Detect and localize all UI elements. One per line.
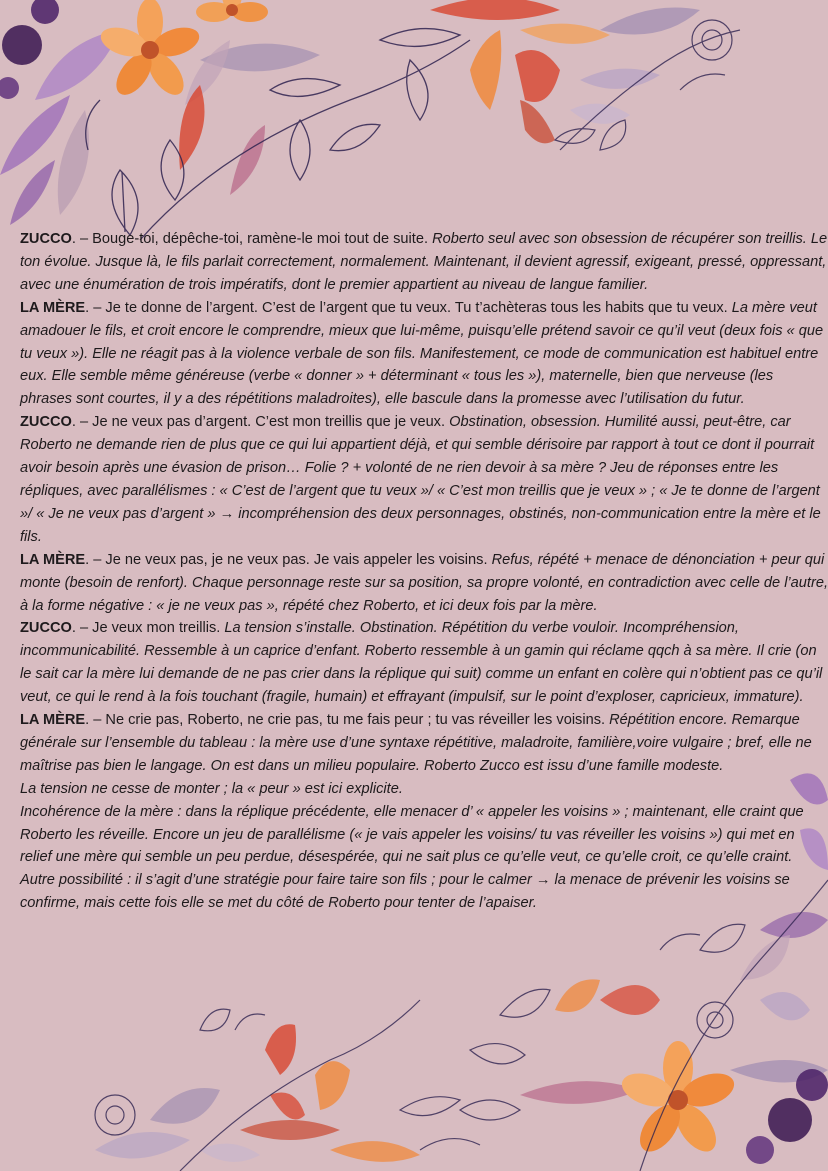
leaf-icon [515, 50, 560, 102]
berry-icon [31, 0, 59, 24]
analysis-comment: Roberto seul avec son obsession de récupérer son treillis. Le ton évolue. Jusque là, le fils parlait correctement, normalement. Maintenant, il devient agressif, exigeant, pressé, oppressant, avec une énumération de trois impératifs, dont le premier appartient au niveau de langue familier. [20, 231, 828, 293]
paragraph [20, 411, 828, 548]
leaf-icon [265, 1024, 296, 1075]
leaf-icon [240, 1120, 340, 1140]
leaf-icon [185, 40, 230, 105]
leaf-icon [600, 985, 660, 1015]
paragraph [20, 228, 828, 297]
leaf-icon [330, 1141, 420, 1162]
speaker-name: ZUCCO [20, 414, 72, 431]
berry-icon [796, 1069, 828, 1101]
paragraph [20, 801, 828, 916]
leaf-icon [179, 85, 204, 170]
leaf-icon [740, 935, 790, 980]
analysis-comment: Obstination, obsession. Humilité aussi, peut-être, car Roberto ne demande rien de plus que ce qui lui appartient déjà, et qui semble dérisoire par rapport à tout ce dont il pourrait avoir besoin après une évasion de prison… Folie ? + volonté de ne rien devoir à sa mère ? Jeu de réponses entre les répliques, avec parallélismes : « C’est de l’argent que tu veux »/ « C’est mon treillis que je veux » ; « Je te donne de l’argent »/ « Je ne veux pas d’argent » → incompréhension des deux personnages, obstinés, non-communication entre la mère et le fils. [20, 414, 821, 545]
analysis-comment: Refus, répété + menace de dénonciation + peur qui monte (besoin de renfort). Chaque personnage reste sur sa position, sa propre volonté, en contradiction avec celle de l’autre, à la forme négative : « je ne veux pas », répété chez Roberto, et ici deux fois par la mère. [20, 551, 828, 614]
analysis-comment: La tension ne cesse de monter ; la « peur » est ici explicite. [20, 780, 403, 797]
leaf-icon [520, 24, 610, 44]
paragraph [20, 778, 828, 801]
berry-icon [2, 25, 42, 65]
analysis-comment: Incohérence de la mère : dans la réplique précédente, elle menacer d’ « appeler les voisins » ; maintenant, elle craint que Roberto les réveille. Encore un jeu de parallélisme (« je vais appeler les voisins/ tu vas réveiller les voisins ») qui met en relief une mère qui semble un peu perdue, désespérée, qui ne sait plus ce qu’elle veut, ce qu’elle croit, ce qu’elle craint. Autre possibilité : il s’agit d’une stratégie pour faire taire son fils ; pour le calmer → la menace de prévenir les voisins se confirme, mais cette fois elle se met du côté de Roberto pour tenter de l’apaiser. [20, 803, 804, 912]
leaf-icon [200, 1144, 260, 1162]
paragraph [20, 549, 828, 618]
dialogue-line: . – Je te donne de l’argent. C’est de l’argent que tu veux. Tu t’achèteras tous les habits que tu veux. [85, 299, 732, 316]
berry-icon [746, 1136, 774, 1164]
commentary-text [20, 228, 828, 915]
leaf-icon [95, 1132, 190, 1158]
leaf-icon [315, 1061, 350, 1110]
floral-border-top [0, 0, 740, 240]
leaf-icon [10, 160, 55, 225]
leaf-icon [520, 100, 555, 143]
leaf-icon [0, 95, 70, 175]
floral-border-bottom-left [95, 1000, 480, 1171]
leaf-icon [430, 0, 560, 20]
leaf-icon [580, 69, 660, 89]
leaf-icon [600, 8, 700, 35]
leaf-icon [470, 30, 501, 110]
dialogue-line: . – Je veux mon treillis. [71, 620, 225, 637]
leaf-icon [230, 125, 265, 195]
paragraph [20, 709, 828, 778]
dialogue-line: . – Bouge-toi, dépêche-toi, ramène-le moi tout de suite. [71, 231, 433, 247]
paragraph [20, 297, 828, 412]
leaf-icon [270, 1093, 305, 1120]
dialogue-line: . – Je ne veux pas d’argent. C’est mon treillis que je veux. [71, 414, 450, 431]
analysis-comment: La mère veut amadouer le fils, et croit encore le comprendre, mieux que lui-même, puisqu’elle prétend savoir ce qu’il veut (deux fois « que tu veux »). Elle ne réagit pas à la violence verbale de son fils. Manifestement, ce mode de communication est habituel entre eux. Elle semble même généreuse (verbe « donner » + déterminant « tous les »), maternelle, bien que nerveuse (les phrases sont courtes, il y a des répétitions maladroites), elle bascule dans la promesse avec l’utilisation du futur. [20, 299, 824, 408]
leaf-icon [555, 979, 600, 1012]
leaf-icon [150, 1088, 220, 1124]
flower-icon [618, 1041, 739, 1159]
speaker-name: LA MÈRE [20, 299, 86, 316]
speaker-name: ZUCCO [20, 231, 72, 247]
berry-icon [0, 77, 19, 99]
flower-icon [97, 0, 203, 101]
speaker-name: ZUCCO [20, 620, 72, 637]
analysis-comment: La tension s’installe. Obstination. Répétition du verbe vouloir. Incompréhension, incommunicabilité. Ressemble à un caprice d’enfant. Roberto ressemble à un gamin qui réclame qqch à sa mère. Il crie (on le sait car la mère lui demande de ne pas crier dans la réplique qui suit) comme un enfant en colère qui n’obtient pas ce qu’il veut, ce qui le rend à la fois touchant (fragile, humain) et effrayant (impulsif, sur le point d’exploser, capricieux, immature). [20, 620, 823, 706]
speaker-name: LA MÈRE [20, 551, 86, 568]
leaf-icon [760, 992, 810, 1020]
leaf-icon [58, 110, 89, 215]
flower-icon [196, 0, 268, 22]
leaf-icon [760, 912, 828, 938]
dialogue-line: . – Je ne veux pas, je ne veux pas. Je vais appeler les voisins. [85, 551, 492, 568]
dialogue-line: . – Ne crie pas, Roberto, ne crie pas, tu me fais peur ; tu vas réveiller les voisins. [85, 712, 610, 729]
berry-icon [768, 1098, 812, 1142]
analysis-comment: Répétition encore. Remarque générale sur l’ensemble du tableau : la mère use d’une syntaxe répétitive, maladroite, familière,voire vulgaire ; bref, elle ne maîtrise pas bien le langage. On est dans un milieu populaire. Roberto Zucco est issu d’une famille modeste. [20, 712, 812, 774]
speaker-name: LA MÈRE [20, 712, 86, 729]
paragraph [20, 617, 828, 709]
